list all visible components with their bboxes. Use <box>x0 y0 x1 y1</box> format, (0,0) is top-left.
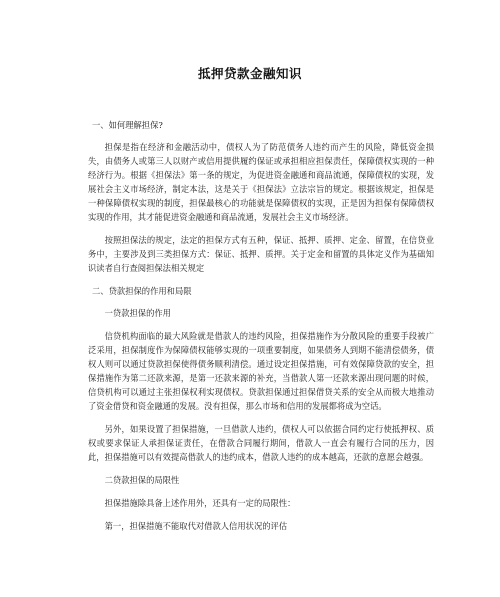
document-body <box>88 118 434 542</box>
paragraph: 信贷机构面临的最大风险就是借款人的违约风险，担保措施作为分散风险的重要手段被广泛采用，担保制度作为保障债权能够实现的一项重要制度，如果债务人到期不能清偿债务，债权人则可以通过贷款担保使得债务顺利清偿。通过设定担保措施，可有效保障贷款的安全，担保措施作为第二还款来源，是第一还款来源的补充，当借款人第一还款来源出现问题的时候，信贷机构可以通过主张担保权利实现债权。贷款担保通过担保借贷关系的安全从而极大地推动了资金借贷和资金融通的发展。没有担保，那么市场和信用的发展都将成为空话。 <box>88 331 434 411</box>
paragraph: 按照担保法的规定，法定的担保方式有五种，保证、抵押、质押、定金、留置，在信贷业务中，主要涉及到三类担保方式：保证、抵押、质押。关于定金和留置的具体定义作为基础知识读者自行查阅担保法相关规定 <box>88 235 434 273</box>
paragraph: 担保是指在经济和金融活动中，债权人为了防范债务人违约而产生的风险，降低资金损失，由债务人或第三人以财产或信用提供履约保证或承担相应担保责任，保障债权实现的一种经济行为。根据《担保法》第一条的规定，为促进资金融通和商品流通，保障债权的实现，发展社会主义市场经济，制定本法，这是关于《担保法》立法宗旨的规定。根据该规定，担保是一种保障债权实现的制度，担保最核心的功能就是保障债权的实现，正是因为担保有保障债权实现的作用，其才能促进资金融通和商品流通，发展社会主义市场经济。 <box>88 142 434 222</box>
section-heading-2: 二、贷款担保的作用和局限 <box>92 286 192 296</box>
subsection-heading-2: 二贷款担保的局限性 <box>104 475 180 485</box>
document-title: 抵押贷款金融知识 <box>197 66 302 81</box>
paragraph: 担保措施除具备上述作用外，还具有一定的局限性： <box>104 498 296 508</box>
paragraph: 另外，如果设置了担保措施，一旦借款人违约，债权人可以依据合同约定行使抵押权、质权或要求保证人承担保证责任，在借款合同履行期间，借款人一直会有履行合同的压力，因此，担保措施可以有效提高借款人的违约成本，借款人违约的成本越高，还款的意愿会越强。 <box>88 424 434 462</box>
subsection-heading-1: 一贷款担保的作用 <box>104 308 171 318</box>
section-heading-1: 一、如何理解担保? <box>92 120 163 130</box>
paragraph: 第一，担保措施不能取代对借款人信用状况的评估 <box>104 521 288 531</box>
